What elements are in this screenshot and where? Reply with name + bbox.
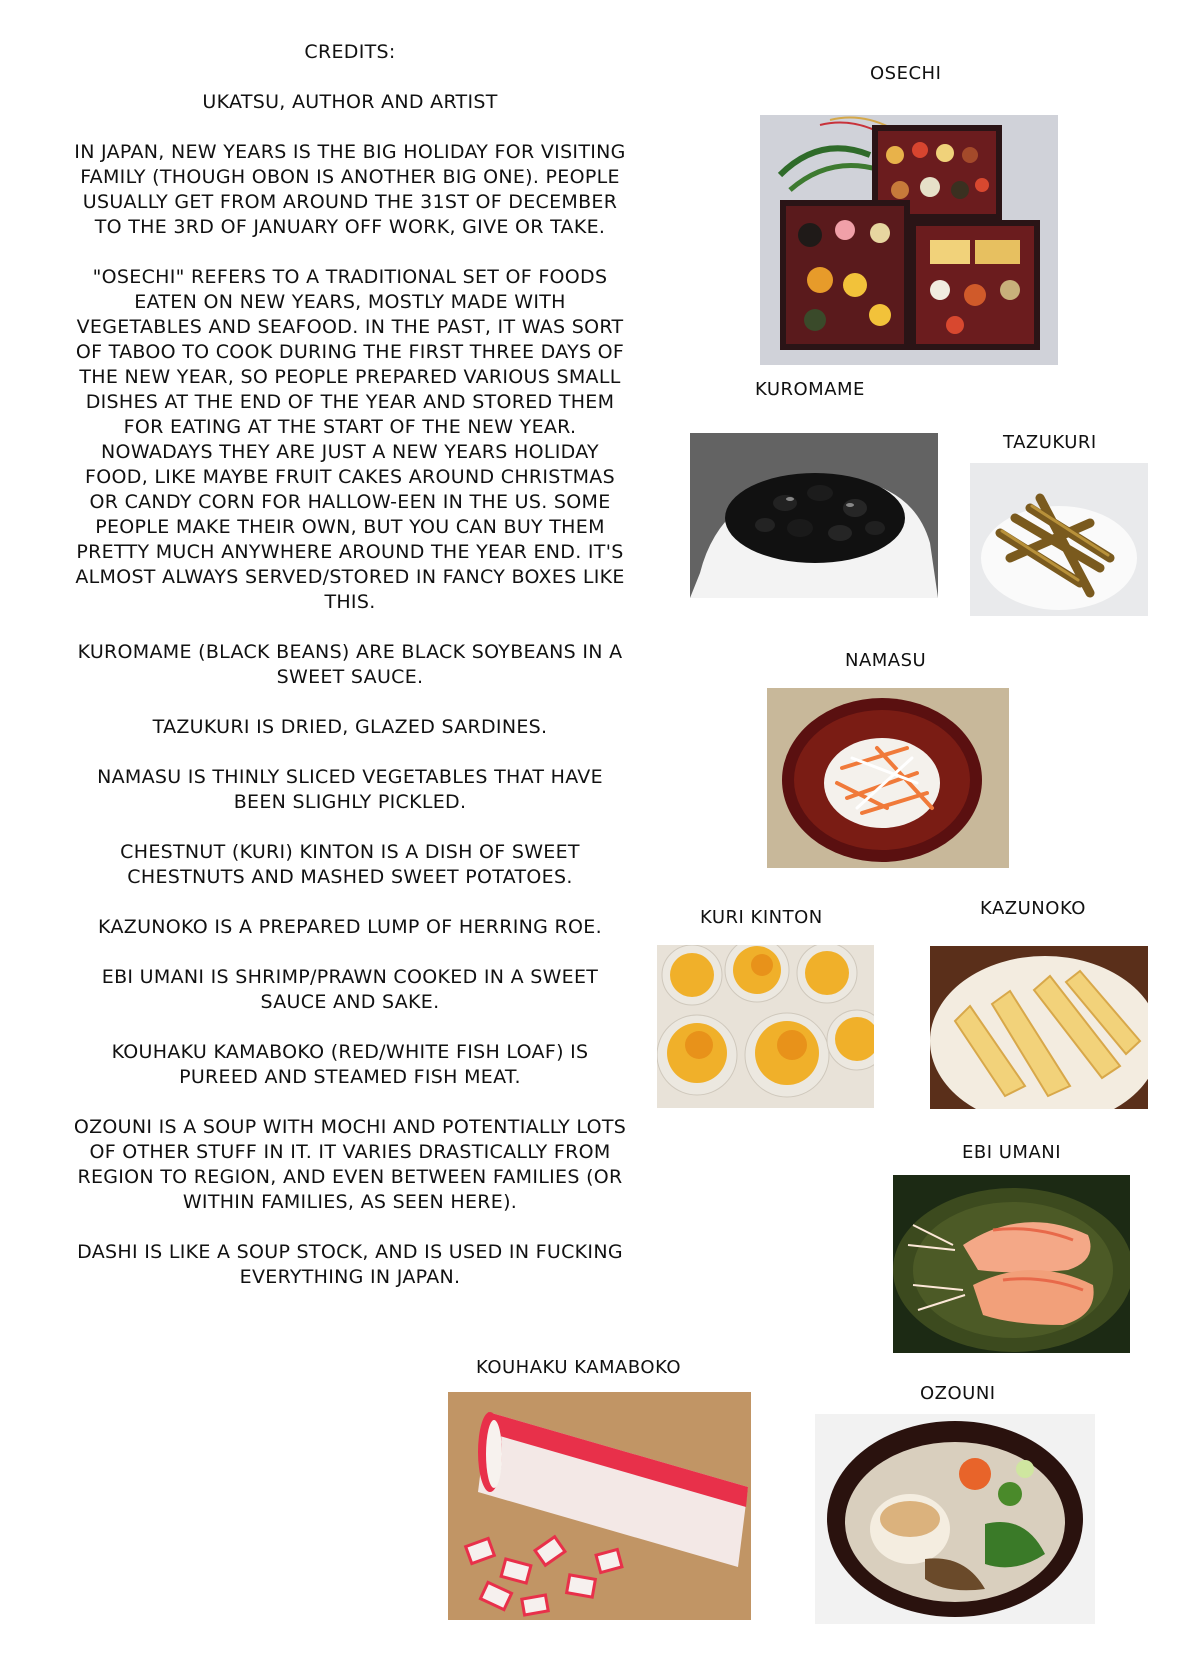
kazunoko-photo bbox=[930, 946, 1148, 1109]
paragraph-namasu: NAMASU IS THINLY SLICED VEGETABLES THAT HAVE BEEN SLIGHLY PICKLED. bbox=[97, 766, 603, 813]
paragraph-tazukuri: TAZUKURI IS DRIED, GLAZED SARDINES. bbox=[152, 716, 548, 738]
ebi-umani-photo bbox=[893, 1175, 1130, 1353]
credits-author: UKATSU, AUTHOR AND ARTIST bbox=[202, 91, 498, 113]
kouhaku-kamaboko-label: KOUHAKU KAMABOKO bbox=[476, 1357, 682, 1378]
ozouni-label: OZOUNI bbox=[920, 1383, 996, 1404]
paragraph-ebi-umani: EBI UMANI IS SHRIMP/PRAWN COOKED IN A SWEET SAUCE AND SAKE. bbox=[101, 966, 599, 1013]
paragraph-osechi: "OSECHI" REFERS TO A TRADITIONAL SET OF FOODS EATEN ON NEW YEARS, MOSTLY MADE WITH VEGETABLES AND SEAFOOD. IN THE PAST, IT WAS SORT OF TABOO TO COOK DURING THE FIRST THREE DAYS OF THE NEW YEAR, SO PEOPLE PREPARED VARIOUS SMALL DISHES AT THE END OF THE YEAR AND STORED THEM FOR EATING AT THE START OF THE NEW YEAR. NOWADAYS THEY ARE JUST A NEW YEARS HOLIDAY FOOD, LIKE MAYBE FRUIT CAKES AROUND CHRISTMAS OR CANDY CORN FOR HALLOW-EEN IN THE US. SOME PEOPLE MAKE THEIR OWN, BUT YOU CAN BUY THEM PRETTY MUCH ANYWHERE AROUND THE YEAR END. IT'S ALMOST ALWAYS SERVED/STORED IN FANCY BOXES LIKE THIS. bbox=[75, 266, 625, 613]
paragraph-kazunoko: KAZUNOKO IS A PREPARED LUMP OF HERRING ROE. bbox=[98, 916, 602, 938]
kuromame-label: KUROMAME bbox=[755, 379, 865, 400]
explanation-column bbox=[70, 40, 630, 1315]
tazukuri-photo bbox=[970, 463, 1148, 616]
namasu-label: NAMASU bbox=[845, 650, 927, 671]
osechi-label: OSECHI bbox=[870, 63, 942, 84]
ebi-umani-label: EBI UMANI bbox=[962, 1142, 1062, 1163]
tazukuri-label: TAZUKURI bbox=[1003, 432, 1097, 453]
paragraph-kamaboko: KOUHAKU KAMABOKO (RED/WHITE FISH LOAF) IS PUREED AND STEAMED FISH MEAT. bbox=[111, 1041, 589, 1088]
namasu-photo bbox=[767, 688, 1009, 868]
paragraph-new-years: IN JAPAN, NEW YEARS IS THE BIG HOLIDAY FOR VISITING FAMILY (THOUGH OBON IS ANOTHER BIG ONE). PEOPLE USUALLY GET FROM AROUND THE 31ST OF DECEMBER TO THE 3RD OF JANUARY OFF WORK, GIVE OR TAKE. bbox=[74, 141, 626, 238]
ozouni-photo bbox=[815, 1414, 1095, 1624]
paragraph-kuri-kinton: CHESTNUT (KURI) KINTON IS A DISH OF SWEET CHESTNUTS AND MASHED SWEET POTATOES. bbox=[120, 841, 580, 888]
osechi-photo bbox=[760, 115, 1058, 365]
kazunoko-label: KAZUNOKO bbox=[980, 898, 1086, 919]
kuromame-photo bbox=[690, 433, 938, 598]
kuri-kinton-photo bbox=[657, 945, 874, 1108]
kouhaku-kamaboko-photo bbox=[448, 1392, 751, 1620]
paragraph-dashi: DASHI IS LIKE A SOUP STOCK, AND IS USED IN FUCKING EVERYTHING IN JAPAN. bbox=[77, 1241, 623, 1288]
credits-heading: CREDITS: bbox=[304, 41, 396, 63]
paragraph-ozouni: OZOUNI IS A SOUP WITH MOCHI AND POTENTIALLY LOTS OF OTHER STUFF IN IT. IT VARIES DRASTICALLY FROM REGION TO REGION, AND EVEN BETWEEN FAMILIES (OR WITHIN FAMILIES, AS SEEN HERE). bbox=[73, 1116, 627, 1213]
paragraph-kuromame: KUROMAME (BLACK BEANS) ARE BLACK SOYBEANS IN A SWEET SAUCE. bbox=[77, 641, 623, 688]
kuri-kinton-label: KURI KINTON bbox=[700, 907, 823, 928]
